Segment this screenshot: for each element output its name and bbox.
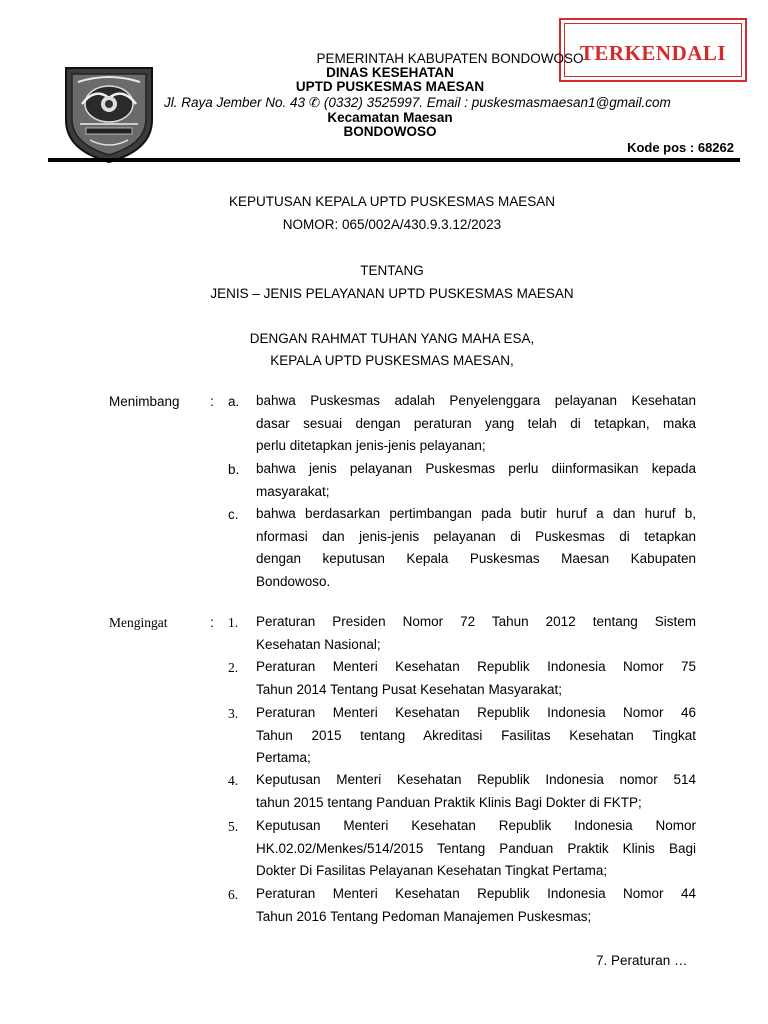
- item-line: dasar sesuai dengan peraturan yang telah di tetapkan, maka: [256, 415, 696, 431]
- decree-invocation: DENGAN RAHMAT TUHAN YANG MAHA ESA,: [249, 331, 535, 346]
- list-item: [256, 883, 696, 928]
- terkendali-stamp: [559, 18, 747, 82]
- list-item: [256, 458, 696, 503]
- list-item: [256, 656, 696, 701]
- item-line: Peraturan Presiden Nomor 72 Tahun 2012 tentang Sistem: [256, 614, 696, 629]
- menimbang-label: Menimbang: [109, 394, 180, 409]
- list-item-marker: b.: [228, 462, 240, 477]
- decree-number: NOMOR: 065/002A/430.9.3.12/2023: [282, 217, 502, 232]
- decree-issuer: KEPALA UPTD PUSKESMAS MAESAN,: [270, 353, 514, 368]
- letterhead-regency: BONDOWOSO: [343, 124, 437, 139]
- list-item: [256, 390, 696, 458]
- item-line: perlu ditetapkan jenis-jenis pelayanan;: [256, 438, 486, 453]
- item-line: HK.02.02/Menkes/514/2015 Tentang Panduan Praktik Klinis Bagi: [256, 840, 696, 856]
- item-line: Kesehatan Nasional;: [256, 636, 381, 652]
- menimbang-colon: :: [210, 394, 214, 409]
- list-item-marker: 3.: [228, 706, 239, 721]
- letterhead-department: DINAS KESEHATAN: [326, 65, 454, 80]
- list-item: [256, 503, 696, 593]
- item-line: Peraturan Menteri Kesehatan Republik Indonesia Nomor 46: [256, 705, 696, 720]
- item-line: nformasi dan jenis-jenis pelayanan di Puskesmas di tetapkan: [256, 528, 696, 544]
- stamp-text: TERKENDALI: [579, 41, 727, 65]
- list-item-marker: 6.: [228, 887, 239, 902]
- list-item-marker: 5.: [228, 819, 239, 834]
- bondowoso-regency-crest-icon: [60, 62, 158, 164]
- item-line: Tahun 2016 Tentang Pedoman Manajemen Puskesmas;: [256, 908, 592, 924]
- item-line: bahwa Puskesmas adalah Penyelenggara pelayanan Kesehatan: [256, 393, 696, 408]
- item-line: Peraturan Menteri Kesehatan Republik Indonesia Nomor 44: [256, 886, 696, 901]
- address-street: Jl. Raya Jember No. 43: [164, 95, 306, 110]
- list-item-marker: c.: [228, 507, 239, 522]
- letterhead-institution: UPTD PUSKESMAS MAESAN: [295, 79, 485, 94]
- letterhead-district: Kecamatan Maesan: [327, 110, 453, 125]
- list-item-marker: 2.: [228, 660, 239, 675]
- item-line: dengan keputusan Kepala Puskesmas Maesan Kabupaten: [256, 551, 696, 566]
- mengingat-colon: :: [210, 615, 214, 630]
- item-line: bahwa jenis pelayanan Puskesmas perlu diinformasikan kepada: [256, 461, 696, 476]
- letterhead-divider: [48, 158, 740, 162]
- page-continuation: 7. Peraturan …: [596, 953, 688, 968]
- telephone-icon: ✆: [308, 95, 321, 110]
- list-item-marker: 1.: [228, 615, 239, 630]
- item-line: Bondowoso.: [256, 573, 331, 589]
- item-line: Tahun 2014 Tentang Pusat Kesehatan Masyarakat;: [256, 681, 562, 697]
- decree-title: KEPUTUSAN KEPALA UPTD PUSKESMAS MAESAN: [228, 194, 556, 209]
- address-phone-email: (0332) 3525997. Email : puskesmasmaesan1@gmail.com: [323, 95, 671, 110]
- item-line: Keputusan Menteri Kesehatan Republik Indonesia nomor 514: [256, 772, 696, 787]
- mengingat-label: Mengingat: [109, 615, 168, 630]
- decree-subject: JENIS – JENIS PELAYANAN UPTD PUSKESMAS MAESAN: [210, 286, 574, 301]
- item-line: Keputusan Menteri Kesehatan Republik Indonesia Nomor: [256, 818, 696, 833]
- list-item: [256, 611, 696, 656]
- letterhead-address: [164, 95, 754, 111]
- item-line: masyarakat;: [256, 483, 330, 499]
- list-item-marker: a.: [228, 394, 240, 409]
- list-item: [256, 815, 696, 883]
- decree-about-label: TENTANG: [360, 263, 424, 278]
- item-line: Pertama;: [256, 750, 311, 765]
- list-item: [256, 702, 696, 770]
- item-line: tahun 2015 tentang Panduan Praktik Klinis Bagi Dokter di FKTP;: [256, 794, 642, 810]
- item-line: Dokter Di Fasilitas Pelayanan Kesehatan Tingkat Pertama;: [256, 863, 608, 878]
- postal-code: Kode pos : 68262: [627, 140, 734, 155]
- item-line: Tahun 2015 tentang Akreditasi Fasilitas Kesehatan Tingkat: [256, 727, 696, 743]
- list-item: [256, 769, 696, 814]
- item-line: bahwa berdasarkan pertimbangan pada butir huruf a dan huruf b,: [256, 506, 696, 521]
- letterhead-government: PEMERINTAH KABUPATEN BONDOWOSO: [316, 51, 584, 66]
- list-item-marker: 4.: [228, 773, 239, 788]
- item-line: Peraturan Menteri Kesehatan Republik Indonesia Nomor 75: [256, 659, 696, 674]
